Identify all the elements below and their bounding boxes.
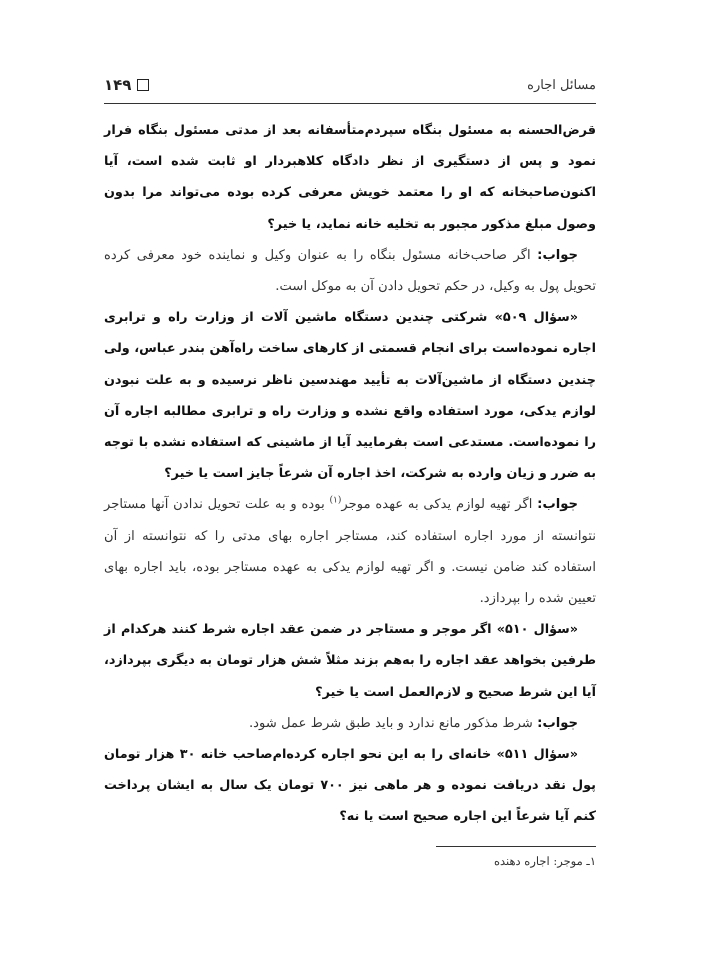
page-body [104, 115, 596, 833]
answer-label: جواب: [537, 497, 578, 513]
answer-paragraph [104, 240, 596, 302]
answer-label: جواب: [537, 715, 578, 731]
answer-509 [104, 489, 596, 614]
question-510: «سؤال ۵۱۰» اگر موجر و مستاجر در ضمن عقد اجاره شرط کنند هرکدام از طرفین بخواهد عقد اجاره را به‌هم بزند مثلاً شش هزار تومان به دیگری بپردازد، آیا این شرط صحیح و لازم‌العمل است یا خیر؟ [104, 622, 596, 700]
footnote-reference: (۱) [329, 496, 342, 507]
answer-510 [104, 708, 596, 739]
page-box-icon [137, 79, 149, 91]
answer-label: جواب: [537, 247, 578, 263]
question-509: «سؤال ۵۰۹» شرکتی چندین دستگاه ماشین آلات از وزارت راه و ترابری اجاره نموده‌است برای انجام قسمتی از کارهای ساخت راه‌آهن بندر عباس، ولی چندین دستگاه از ماشین‌آلات به تأیید مهندسین ناظر نرسیده و به علت نبودن لوازم یدکی، مورد استفاده واقع نشده و وزارت راه و ترابری مطالبه اجاره آن را نموده‌است. مستدعی است بفرمایید آیا از ماشینی که استفاده نشده با توجه به ضرر و زیان وارده به شرکت، اخذ اجاره آن شرعاً جایز است یا خیر؟ [104, 310, 596, 482]
question-511: «سؤال ۵۱۱» خانه‌ای را به این نحو اجاره کرده‌ام‌صاحب خانه ۳۰ هزار تومان پول نقد دریافت نموده و هر ماهی نیز ۷۰۰ تومان یک سال به ایشان پرداخت کنم آیا شرعاً این اجاره صحیح است یا نه؟ [104, 747, 596, 825]
page-number-block [104, 76, 149, 94]
answer-text: شرط مذکور مانع ندارد و باید طبق شرط عمل شود. [248, 715, 538, 731]
footnote-rule [436, 846, 596, 847]
answer-text-part2: بوده و به علت تحویل ندادن آنها مستاجر نتوانسته از مورد اجاره استفاده کند، مستاجر اجاره بهای مدتی را که نتوانسته از آن استفاده کند ضامن نیست. و اگر تهیه لوازم یدکی به عهده مستاجر بوده، باید اجاره بهای تعیین شده را بپردازد. [104, 497, 596, 607]
answer-text: اگر صاحب‌خانه مسئول بنگاه را به عنوان وکیل و نماینده خود معرفی کرده تحویل پول به وکیل، در حکم تحویل دادن آن به موکل است. [104, 247, 596, 295]
footnote: ۱ـ موجر: اجاره دهنده [493, 854, 596, 868]
question-paragraph-continued: قرض‌الحسنه به مسئول بنگاه سپردم‌متأسفانه بعد از مدتی مسئول بنگاه فرار نمود و پس از دستگیری از نظر دادگاه کلاهبردار او ثابت شده است، آیا اکنون‌صاحبخانه که او را معتمد خویش معرفی کرده بوده می‌تواند مرا بدون وصول مبلغ مذکور مجبور به تخلیه خانه نماید، یا خیر؟ [104, 123, 596, 232]
answer-text-part1: اگر تهیه لوازم یدکی به عهده موجر [341, 497, 538, 513]
running-header-title: مسائل اجاره [527, 78, 596, 93]
page-number: ۱۴۹ [104, 76, 132, 94]
header-rule [104, 103, 596, 104]
